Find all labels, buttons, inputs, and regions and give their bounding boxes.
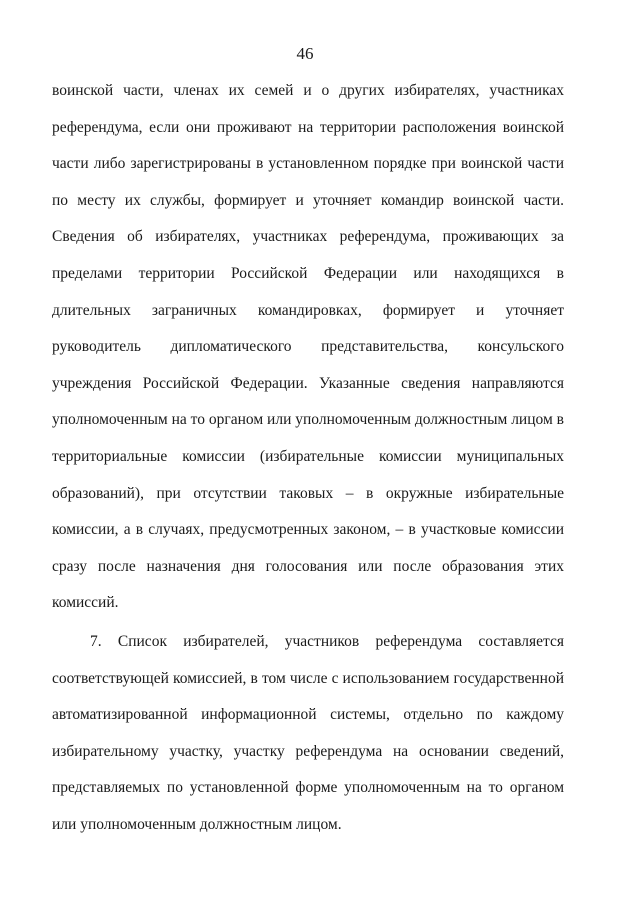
text-line: длительных заграничных командировках, формирует и уточняет bbox=[52, 301, 564, 319]
text-line: части либо зарегистрированы в установленном порядке при воинской части bbox=[52, 155, 564, 173]
text-line: соответствующей комиссией, в том числе с использованием государственной bbox=[52, 669, 564, 687]
text-line: представляемых по установленной форме уполномоченным на то органом bbox=[52, 779, 564, 797]
text-line: комиссии, а в случаях, предусмотренных законом, – в участковые комиссии bbox=[52, 521, 564, 539]
text-line: уполномоченным на то органом или уполномоченным должностным лицом в bbox=[52, 411, 564, 429]
text-line: или уполномоченным должностным лицом. bbox=[52, 815, 342, 833]
text-line: территориальные комиссии (избирательные комиссии муниципальных bbox=[52, 447, 564, 465]
text-line: референдума, если они проживают на территории расположения воинской bbox=[52, 118, 564, 136]
text-line: сразу после назначения дня голосования или после образования этих bbox=[52, 557, 564, 575]
text-line: учреждения Российской Федерации. Указанные сведения направляются bbox=[52, 374, 564, 392]
body-text bbox=[52, 80, 564, 850]
paragraph-item-7 bbox=[52, 631, 564, 851]
page-number: 46 bbox=[296, 44, 314, 63]
text-line: избирательному участку, участку референдума на основании сведений, bbox=[52, 742, 564, 760]
text-line: Сведения об избирателях, участниках референдума, проживающих за bbox=[52, 228, 564, 246]
text-line: воинской части, членах их семей и о других избирателях, участниках bbox=[52, 82, 564, 99]
text-line: пределами территории Российской Федерации или находящихся в bbox=[52, 264, 564, 282]
text-line: 7. Список избирателей, участников референдума составляется bbox=[90, 632, 564, 650]
text-line: автоматизированной информационной системы, отдельно по каждому bbox=[52, 706, 564, 724]
paragraph-continuation bbox=[52, 80, 564, 629]
text-line: образований), при отсутствии таковых – в окружные избирательные bbox=[52, 484, 564, 502]
text-line: по месту их службы, формирует и уточняет командир воинской части. bbox=[52, 191, 564, 209]
text-line: комиссий. bbox=[52, 594, 119, 612]
text-line: руководитель дипломатического представительства, консульского bbox=[52, 338, 564, 356]
